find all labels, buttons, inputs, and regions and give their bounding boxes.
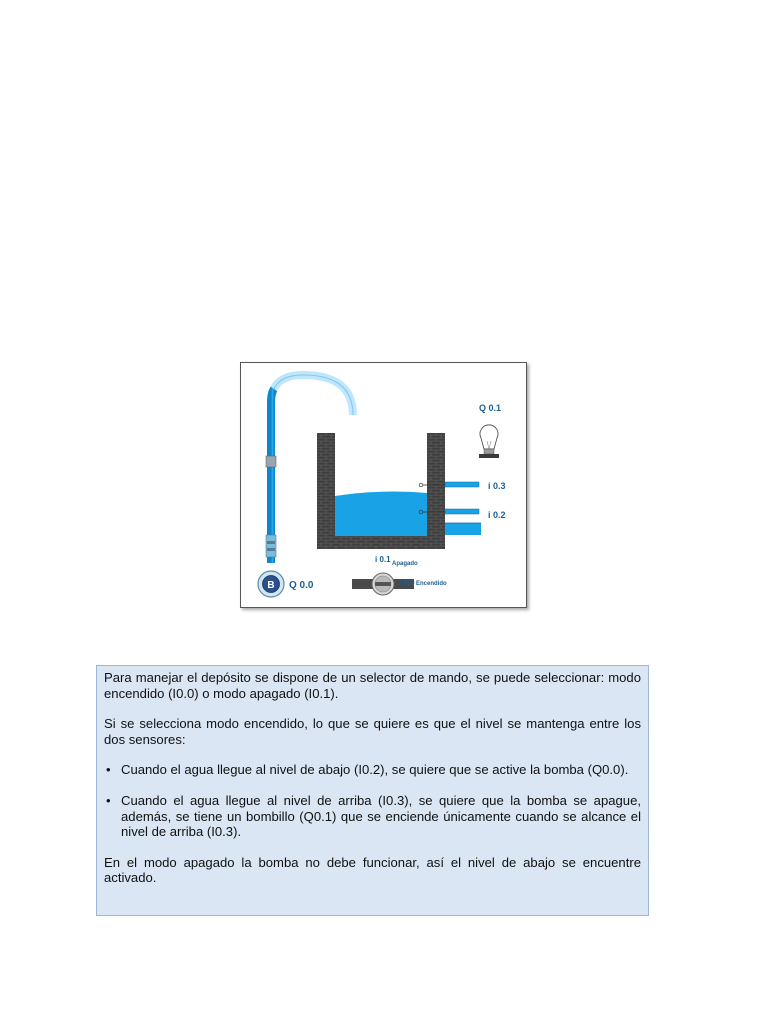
tank-diagram-figure xyxy=(240,362,527,608)
tank-diagram xyxy=(241,363,526,607)
pump-output-label: Q 0.0 xyxy=(289,580,314,591)
upper-sensor-label: i 0.3 xyxy=(488,481,506,491)
off-caption: Apagado xyxy=(392,561,418,567)
tank-bottom xyxy=(317,536,445,549)
light-bulb-icon xyxy=(479,425,499,458)
lower-sensor-label: i 0.2 xyxy=(488,510,506,520)
off-input-label: i 0.1 xyxy=(375,555,391,564)
mode-paragraph: Si se selecciona modo encendido, lo que se quiere es que el nivel se mantenga entre los dos sensores: xyxy=(104,716,641,747)
condition-list xyxy=(104,762,641,839)
lamp-output-label: Q 0.1 xyxy=(479,403,502,413)
list-item: • Cuando el agua llegue al nivel de abajo (I0.2), se quiere que se active la bomba (Q0.0). xyxy=(104,762,641,778)
on-caption: Encendido xyxy=(416,581,447,587)
on-input-label: i 0.0 xyxy=(399,578,415,587)
supply-pipe-curve xyxy=(271,375,353,415)
intro-paragraph: Para manejar el depósito se dispone de un selector de mando, se puede seleccionar: modo encendido (I0.0) o modo apagado (I0.1). xyxy=(104,670,641,701)
pump-letter: B xyxy=(267,580,275,591)
problem-statement-box xyxy=(96,665,649,916)
off-mode-paragraph: En el modo apagado la bomba no debe funcionar, así el nivel de abajo se encuentre activado. xyxy=(104,854,641,886)
tank-water xyxy=(335,492,427,536)
list-item: • Cuando el agua llegue al nivel de arriba (I0.3), se quiere que la bomba se apague, además, se tiene un bombillo (Q0.1) que se enciende únicamente cuando se alcance el nivel de arriba (I0.3). xyxy=(104,793,641,840)
tank-left-wall xyxy=(317,433,335,549)
pump-icon xyxy=(258,571,284,597)
tank-right-wall xyxy=(427,433,445,549)
tank-outlet xyxy=(445,523,481,535)
